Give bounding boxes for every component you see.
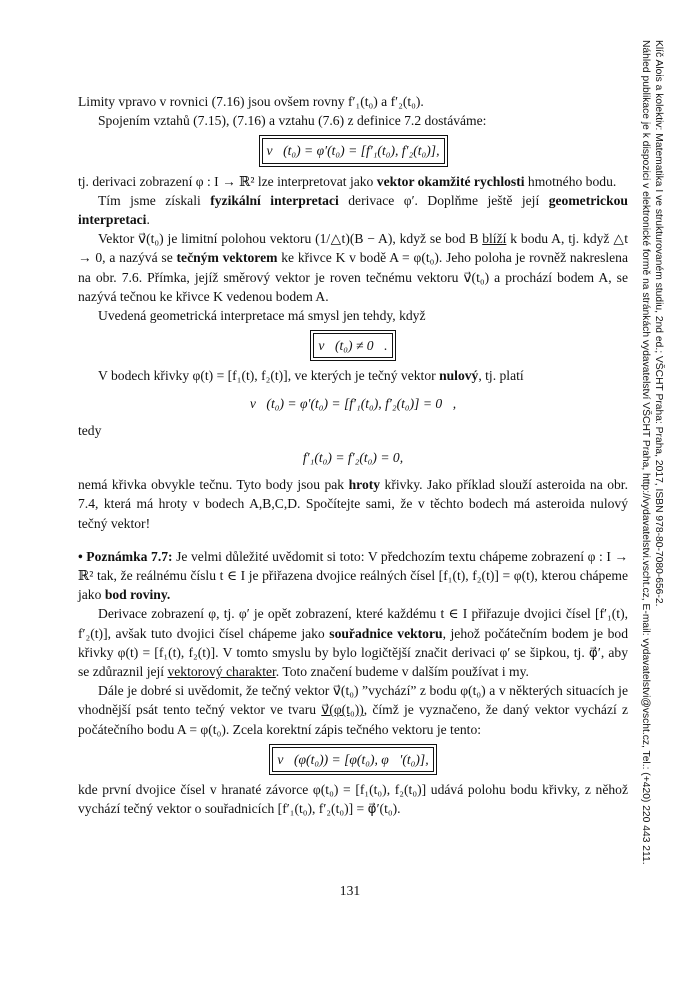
paragraph: Spojením vztahů (7.15), (7.16) a vztahu (7.6) z definice 7.2 dostáváme:	[98, 113, 487, 129]
term-bold: bod roviny.	[104, 587, 171, 603]
equation-boxed	[78, 138, 628, 163]
term-underlined: vektorový charakter	[167, 664, 276, 680]
equation: v⃗(t₀) = φ′(t₀) = [f′₁(t₀), f′₂(t₀)] = 0⃗,	[249, 395, 457, 411]
side-note-line: Klíč Alois a kolektiv: Matematika I ve strukturovaném studiu, 2nd ed.; VŠCHT Praha: Praha, 2017, ISBN 978-80-7080-656-2.	[653, 40, 664, 607]
term-bold: geometrickou interpretaci	[78, 192, 628, 228]
term-bold: tečným vektorem	[176, 250, 278, 266]
paragraph: Limity vpravo v rovnici (7.16) jsou ovšem rovny f′₁(t₀) a f′₂(t₀).	[78, 94, 424, 109]
paragraph: tj. derivaci zobrazení φ : I → ℝ² lze interpretovat jako vektor okamžité rychlosti hmotného bodu.	[78, 173, 617, 189]
note-paragraph: Derivace zobrazení φ, tj. φ′ je opět zobrazení, které každému t ∈ I přiřazuje dvojici čísel [f′₁(t), f′₂(t)], avšak tuto dvojici čísel chápeme jako souřadnice vektoru, jehož počátečním bodem je bod křivky φ(t) = [f₁(t), f₂(t)]. V tomto smyslu by bylo logičtější značit derivaci φ′ se šipkou, tj. φ⃗′, aby se zdůraznil její vektorový charakter. Toto značení budeme v dalším používat i my.	[78, 606, 628, 680]
equation-boxed	[78, 333, 628, 358]
term-bold: fyzikální interpretaci	[210, 192, 339, 208]
equation-text: v⃗(t₀) ≠ 0⃗.	[313, 333, 392, 358]
paragraph: tedy	[78, 422, 102, 438]
note-paragraph: Dále je dobré si uvědomit, že tečný vektor v⃗(t₀) ”vychází” z bodu φ(t₀) a v některých situacích je vhodnější psát tento tečný vektor ve tvaru v⃗(φ(t₀)), čímž je vyznačeno, že daný vektor vychází z počátečního bodu A = φ(t₀). Zcela korektní zápis tečného vektoru je tento:	[78, 683, 629, 737]
note-paragraph: kde první dvojice čísel v hranaté závorce φ(t₀) = [f₁(t₀), f₂(t₀)] udává polohu bodu křivky, z něhož vychází tečný vektor o souřadnicích [f′₁(t₀), f′₂(t₀)] = φ⃗′(t₀).	[78, 782, 628, 817]
side-note-line: Náhled publikace je k dispozici v elektronické formě na stránkách vydavatelství VŠCHT Praha, http://vydavatelstvi.vscht.cz, E-mail: vydavatelstvi@vscht.cz, Tel.: (+420) 220 443 211.	[640, 40, 651, 865]
term-underlined: blíží	[482, 231, 507, 247]
term-underlined: v⃗(φ(t₀))	[321, 702, 364, 718]
term-bold: vektor okamžité rychlosti	[376, 173, 525, 189]
note-title: • Poznámka 7.7:	[78, 548, 173, 564]
term-bold: souřadnice vektoru	[329, 625, 443, 641]
paragraph: Vektor v⃗(t₀) je limitní polohou vektoru (1/△t)(B − A), když se bod B blíží k bodu A, tj. když △t → 0, a nazývá se tečným vektorem ke křivce K v bodě A = φ(t₀). Jeho poloha je rovněž nakreslena na obr. 7.6. Přímka, jejíž směrový vektor je roven tečnému vektoru v⃗(t₀) a prochází bodem A, se nazývá tečnou ke křivce K vedenou bodem A.	[78, 231, 628, 304]
term-bold: hroty	[348, 477, 381, 493]
term-bold: nulový	[439, 368, 479, 384]
side-note-text	[639, 40, 665, 950]
equation: f′₁(t₀) = f′₂(t₀) = 0,	[302, 450, 404, 466]
equation-text: v⃗(t₀) = φ′(t₀) = [f′₁(t₀), f′₂(t₀)],	[262, 138, 445, 163]
paragraph: nemá křivka obvykle tečnu. Tyto body jsou pak hroty křivky. Jako příklad slouží asteroida na obr. 7.4, která má hroty v bodech A,B,C,D. Spočítejte sami, že v těchto bodech má asteroida nulový tečný vektor!	[78, 477, 628, 531]
paragraph: Uvedená geometrická interpretace má smysl jen tehdy, když	[98, 308, 426, 324]
paragraph: V bodech křivky φ(t) = [f₁(t), f₂(t)], ve kterých je tečný vektor nulový, tj. platí	[98, 368, 524, 384]
page-body	[78, 92, 628, 819]
note-paragraph: • Poznámka 7.7: Je velmi důležité uvědomit si toto: V předchozím textu chápeme zobrazení φ : I → ℝ² tak, že reálnému číslu t ∈ I je přiřazena dvojice reálných čísel [f₁(t), f₂(t)] = φ(t), kterou chápeme jako bod roviny.	[78, 548, 629, 603]
equation-boxed	[78, 747, 628, 772]
paragraph: Tím jsme získali fyzikální interpretaci derivace φ′. Doplňme ještě její geometrickou interpretaci.	[78, 192, 628, 228]
equation-text: v⃗(φ(t₀)) = [φ(t₀), φ⃗′(t₀)],	[272, 747, 433, 772]
page-number: 131	[339, 883, 361, 898]
side-note	[640, 40, 669, 950]
